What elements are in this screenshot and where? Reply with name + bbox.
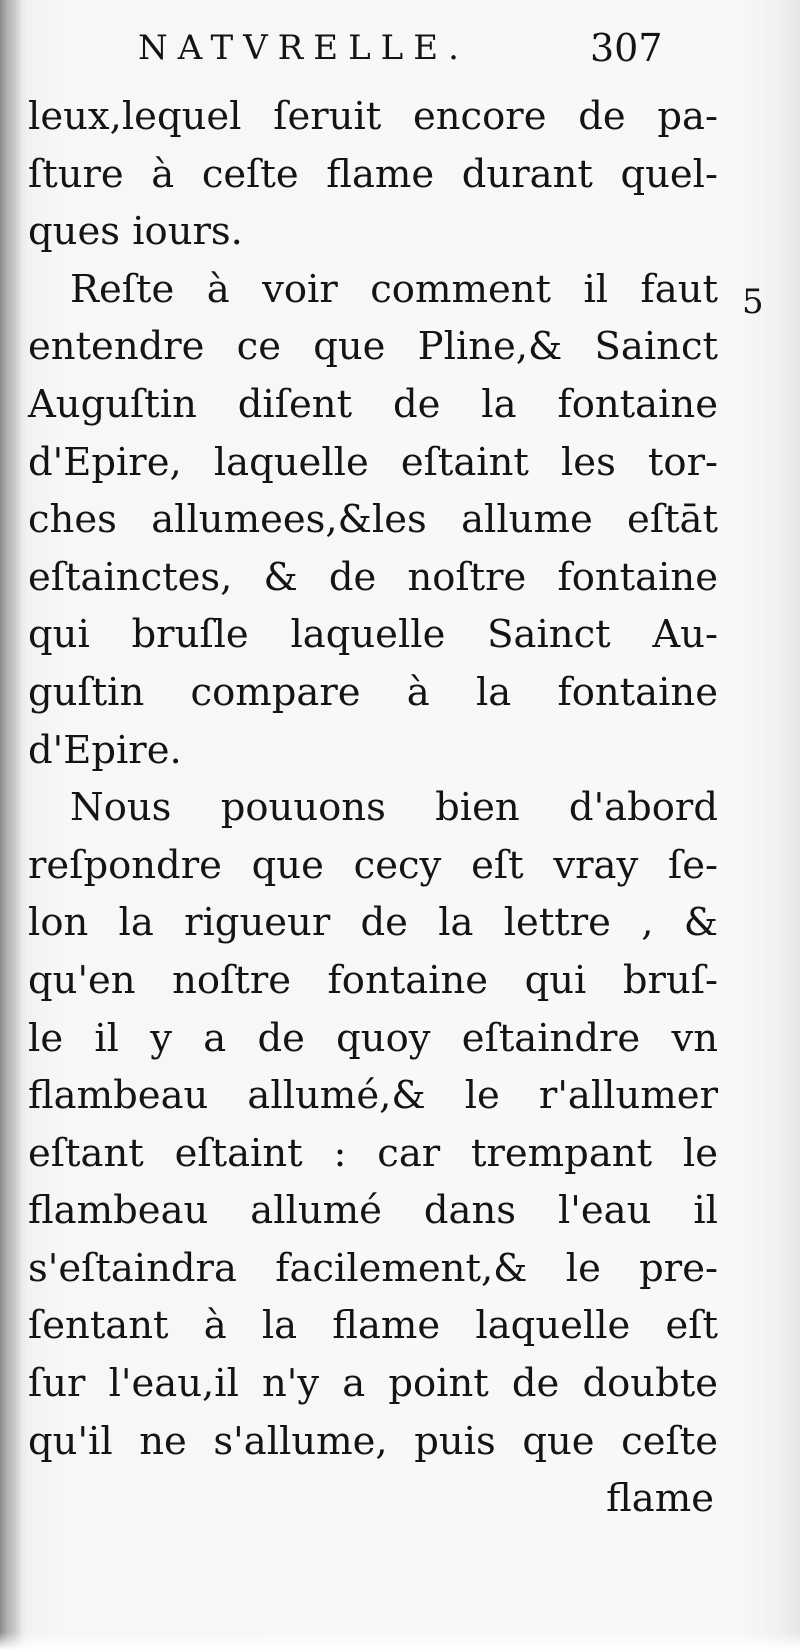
running-title: NATVRELLE. xyxy=(138,28,469,68)
text-line: eſtant eſtaint : car trempant le xyxy=(28,1130,718,1176)
page-bottom-edge xyxy=(0,1632,800,1650)
text-line: ches allumees,&les allume eſtāt xyxy=(28,497,718,543)
text-line: ſur l'eau,il n'y a point de doubte xyxy=(28,1361,718,1407)
text-line: Auguſtin diſent de la fontaine xyxy=(28,381,718,427)
text-line: guſtin compare à la fontaine xyxy=(28,669,718,715)
text-line: le il y a de quoy eſtaindre vn xyxy=(28,1015,718,1061)
margin-line-number: 5 xyxy=(742,282,764,322)
text-line: Reſte à voir comment il faut xyxy=(70,266,718,312)
text-line: flambeau allumé dans l'eau il xyxy=(28,1188,718,1234)
text-line: reſpondre que cecy eſt vray ſe- xyxy=(28,842,718,888)
body-text xyxy=(28,88,718,1528)
catchword: flame xyxy=(606,1476,714,1522)
text-line: ſture à ceſte flame durant quel- xyxy=(28,151,718,197)
text-line: leux,lequel ſeruit encore de pa- xyxy=(28,94,718,139)
text-line: ſentant à la flame laquelle eſt xyxy=(28,1303,718,1349)
page-header xyxy=(138,22,698,82)
page-number: 307 xyxy=(590,26,663,70)
text-line: Nous pouuons bien d'abord xyxy=(70,785,718,831)
text-line: eſtainctes, & de noſtre fontaine xyxy=(28,554,718,600)
text-line: d'Epire. xyxy=(28,727,182,773)
text-line: qu'il ne s'allume, puis que ceſte xyxy=(28,1418,718,1464)
text-line: lon la rigueur de la lettre , & xyxy=(28,900,718,946)
text-line: s'eſtaindra facilement,& le pre- xyxy=(28,1245,718,1291)
text-line: qui bruſle laquelle Sainct Au- xyxy=(28,612,718,658)
text-line: qu'en noſtre fontaine qui bruſ- xyxy=(28,957,718,1003)
spine-shadow xyxy=(0,0,22,1650)
text-line: ques iours. xyxy=(28,209,243,255)
text-line: entendre ce que Pline,& Sainct xyxy=(28,324,718,370)
text-line: flambeau allumé,& le r'allumer xyxy=(28,1073,718,1119)
text-line: d'Epire, laquelle eſtaint les tor- xyxy=(28,439,718,485)
